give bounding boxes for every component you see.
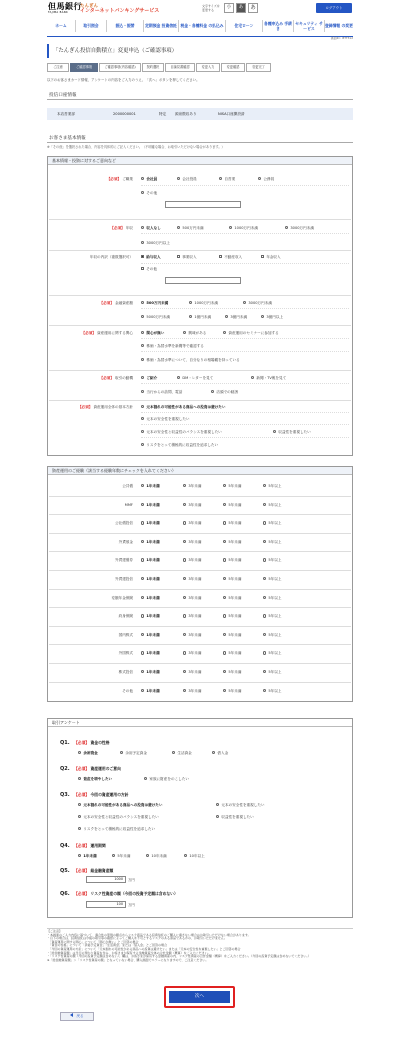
nav-housing-loan[interactable]: 住宅ローン <box>234 23 254 29</box>
q6-risk-assets-input[interactable]: 100 <box>86 901 126 908</box>
step-prospectus: 目論見書確認 <box>165 63 195 72</box>
income-option-under-500[interactable]: 500万円未満 <box>177 226 204 230</box>
income-row <box>49 223 351 251</box>
experience-option[interactable]: 5年未満 <box>223 670 241 674</box>
experience-option[interactable]: 3年未満 <box>183 503 201 507</box>
q6-number: Q6. <box>60 891 70 897</box>
q1-title: 【必須】 資金の性格 <box>74 740 110 745</box>
interest-option-interested[interactable]: 興味がある <box>183 331 206 335</box>
customer-section-note: ※「その他」を選択された場合、内容を具体的にご記入ください。（不明確な場合、お取引いただけない場合があります。） <box>47 145 225 149</box>
font-size-large-button[interactable]: あ <box>248 3 258 13</box>
experience-row <box>49 552 351 571</box>
q2-option-grow[interactable]: 資産を増やしたい <box>78 777 112 781</box>
row-divider <box>141 233 349 234</box>
step-confirmation-current: ご確認事項 <box>70 63 98 72</box>
income-breakdown-other[interactable]: その他 <box>141 267 157 271</box>
next-button[interactable]: 次へ <box>169 991 230 1003</box>
row-divider <box>141 308 349 309</box>
q3-option-balance[interactable]: 元本の安全性と収益性のバランスを重視したい <box>78 815 159 819</box>
assets-option-under-3oku[interactable]: 3億円未満 <box>225 315 247 319</box>
step-contract-select: 契約選択 <box>142 63 164 72</box>
assets-option-over-3oku[interactable]: 3億円以上 <box>261 315 283 319</box>
experience-item-label: 終身保険 <box>118 614 133 619</box>
experience-option[interactable]: 3年未満 <box>183 521 201 525</box>
row-divider <box>141 351 349 352</box>
experience-option[interactable]: 5年以上 <box>263 558 281 562</box>
experience-option[interactable]: 3年未満 <box>183 614 201 618</box>
survey-box-title: 取引アンケート <box>48 719 352 727</box>
nav-registration[interactable]: 登録情報 の変更 <box>325 23 353 29</box>
experience-item-label: 外貨建債券 <box>115 558 133 563</box>
motive-option-media[interactable]: 新聞・TV報を見て <box>251 376 286 380</box>
experience-item-label: MMF <box>124 502 133 507</box>
experience-option[interactable]: 5年未満 <box>223 503 241 507</box>
interest-option-seminar[interactable]: 資産運用のセミナーに参加する <box>223 331 279 335</box>
experience-item-label: 公社債投信 <box>115 521 133 526</box>
q3-option-safety[interactable]: 元本の安全性を重視したい <box>216 803 265 807</box>
step-change-confirm: 変更確認 <box>221 63 245 72</box>
q5-unit: 万円 <box>128 878 135 882</box>
interest-option-none[interactable]: 関心が無い <box>141 331 164 335</box>
bank-name-roman: TAJIMA BANK <box>48 11 69 14</box>
branch-name: 本店営業部 <box>57 112 75 116</box>
caution-title: 【ご注意】 <box>47 929 63 933</box>
step-confirmation-content: ご確認事項(内容確認) <box>99 63 141 72</box>
experience-option[interactable]: 5年以上 <box>263 689 281 693</box>
q2-option-inherit[interactable]: 家族に財産をのこしたい <box>144 777 189 781</box>
experience-option[interactable]: 1年未満 <box>141 633 160 637</box>
experience-option[interactable]: 1年未満 <box>141 651 160 655</box>
experience-box-title: 資産運用のご経験（該当する経験年数にチェックを入れてください） <box>48 467 352 475</box>
interest-label: 【必須】 資産運用に関する関心 <box>81 331 133 335</box>
motive-row <box>49 373 351 401</box>
experience-item-label: 公共債 <box>122 484 133 488</box>
experience-option[interactable]: 5年未満 <box>223 633 241 637</box>
income-breakdown-salary[interactable]: 給与収入 <box>141 255 161 259</box>
service-brand-line2: インターネットバンキングサービス <box>80 8 160 14</box>
experience-option[interactable]: 5年未満 <box>223 596 241 600</box>
experience-option[interactable]: 5年以上 <box>263 484 281 488</box>
occupation-option-employee[interactable]: 会社員 <box>141 177 157 181</box>
experience-option[interactable]: 5年以上 <box>263 596 281 600</box>
income-option-under-3000[interactable]: 3000万円未満 <box>285 226 314 230</box>
occupation-label: 【必須】 ご職業 <box>106 177 133 181</box>
motive-option-in-branch[interactable]: 店頭での勧誘 <box>211 390 238 394</box>
policy-option-aggressive[interactable]: リスクをとって積極的に収益性を追求したい <box>141 443 218 447</box>
experience-option[interactable]: 3年未満 <box>183 484 201 488</box>
experience-option[interactable]: 1年未満 <box>141 596 160 600</box>
experience-option[interactable]: 5年未満 <box>223 614 241 618</box>
q6-unit: 万円 <box>128 903 135 907</box>
global-header <box>0 0 400 18</box>
assets-option-under-3000[interactable]: 3000万円未満 <box>243 301 272 305</box>
occupation-row <box>49 176 351 220</box>
experience-option[interactable]: 5年未満 <box>223 577 241 581</box>
caution-line: ※「総金融資産額」＞「リスク性資産の額」となっていない場合、購入画面でエラーになりますので、ご注意ください。 <box>47 957 209 962</box>
experience-option[interactable]: 5年未満 <box>223 651 241 655</box>
policy-option-return[interactable]: 収益性を重視したい <box>273 430 311 434</box>
caution-line: ・「リスク性資産の額（今回の投資予定額は含めない）」欄は、お客さまが保有する金融資産の内、リスク性資産の合計金額（概算）をご入力ください。（今回の投資予定額は含めないでください。） <box>47 954 311 959</box>
account-type: 特定 <box>159 112 167 116</box>
interest-option-own-view[interactable]: 株価・為替水準について、自分なりの相場観を持っている <box>141 358 240 362</box>
experience-option[interactable]: 3年未満 <box>183 596 201 600</box>
q4-option-under-5y[interactable]: 5年未満 <box>112 854 130 858</box>
experience-option[interactable]: 3年未満 <box>183 689 201 693</box>
experience-option[interactable]: 5年以上 <box>263 503 281 507</box>
experience-row <box>49 590 351 609</box>
experience-option[interactable]: 5年以上 <box>263 670 281 674</box>
caution-line: 「資産運用に関する関心」について「関心が無い」とご回答の場合 <box>47 939 139 944</box>
q3-number: Q3. <box>60 792 70 798</box>
experience-option[interactable]: 1年未満 <box>141 614 160 618</box>
experience-option[interactable]: 5年以上 <box>263 577 281 581</box>
occupation-option-other[interactable]: その他 <box>141 191 157 195</box>
q1-option-surplus[interactable]: 余裕資金 <box>78 751 98 755</box>
experience-option[interactable]: 5年以上 <box>263 521 281 525</box>
occupation-other-input[interactable] <box>165 201 241 208</box>
income-breakdown-pension[interactable]: 年金収入 <box>261 255 281 259</box>
experience-row <box>49 515 351 534</box>
q4-title: 【必須】 運用期間 <box>74 843 106 848</box>
row-divider <box>141 437 349 438</box>
nav-deposits-funds[interactable]: 定期預金 投資信託 <box>145 23 177 29</box>
experience-option[interactable]: 1年未満 <box>141 521 160 525</box>
step-indicator <box>47 63 277 72</box>
caution-line: 「資金の性格」について「余裕予定資金」「生活資金」または「借入金」とご回答の場合 <box>47 943 167 948</box>
experience-item-label: 外貨建投信 <box>115 577 133 581</box>
nav-transfer[interactable]: 振込・振替 <box>115 23 135 29</box>
investment-policy-label: 【必須】 資産運用全体の基本方針 <box>77 405 133 409</box>
q4-number: Q4. <box>60 843 70 849</box>
occupation-option-executive[interactable]: 会社役員 <box>177 177 197 181</box>
q1-option-living[interactable]: 生活資金 <box>172 751 192 755</box>
experience-row <box>49 664 351 683</box>
nav-home[interactable]: ホーム <box>55 23 67 29</box>
experience-item-label: 外国株式 <box>118 651 133 656</box>
caution-line: 「今回の資産運用の方針」について「元本割れの可能性がある商品への投資は避けたい」または「元本の安全性を重視したい」とご回答の場合 <box>47 946 241 951</box>
experience-row <box>49 497 351 516</box>
experience-option[interactable]: 5年以上 <box>263 651 281 655</box>
caution-line: ・本画面のご入力内容に基づいて、適合性の原則の観点からリスク商品である投資信託のご購入に適さない場合はお取引いただけない場合があります。 <box>47 932 251 937</box>
font-size-small-button[interactable]: 小 <box>224 3 234 13</box>
experience-option[interactable]: 3年未満 <box>183 670 201 674</box>
caution-line: ・「総金融資産額」は当行の預かり資産を含み、お客さまが保有する金融資産全体の合計金額（概算）をご入力ください。 <box>47 950 211 955</box>
experience-option[interactable]: 1年未満 <box>141 484 160 488</box>
service-brand <box>80 4 160 15</box>
row-divider <box>141 263 349 264</box>
experience-item-label: 変額年金保険 <box>111 595 133 600</box>
q3-title: 【必須】 今回の資産運用の方針 <box>74 792 129 797</box>
experience-option[interactable]: 1年未満 <box>141 670 160 674</box>
account-info-row <box>47 108 353 120</box>
experience-option[interactable]: 3年未満 <box>183 558 201 562</box>
font-size-medium-button[interactable]: あ <box>236 3 246 13</box>
experience-option[interactable]: 5年未満 <box>223 689 241 693</box>
account-section-title: 投信口座情報 <box>47 93 353 100</box>
row-divider <box>141 338 349 339</box>
caution-notes <box>47 928 353 962</box>
q4-option-under-10y[interactable]: 10年未満 <box>146 854 167 858</box>
experience-option[interactable]: 1年未満 <box>141 540 160 544</box>
nav-security[interactable]: セキュリティ サービス <box>295 21 323 31</box>
caution-line: ・以下の場合は、投資信託は今後の取引等の確認によってご購入を不可とするリスクのある商品であるかの、お取引いただけません。 <box>47 936 228 941</box>
service-brand-line1: たんぎん <box>80 4 98 9</box>
income-label: 【必須】 年収 <box>110 226 133 230</box>
q3-option-return[interactable]: 収益性を重視したい <box>216 815 254 819</box>
back-button[interactable]: 戻る <box>60 1012 94 1021</box>
screen-id: 画面ID：BTT312 <box>331 36 353 40</box>
experience-box <box>47 466 353 702</box>
assets-option-under-1000[interactable]: 1000万円未満 <box>189 301 218 305</box>
experience-item-label: 国内株式 <box>118 632 133 637</box>
account-number: 2000000001 <box>113 112 136 116</box>
income-option-under-1000[interactable]: 1000万円未満 <box>229 226 258 230</box>
font-size-switcher <box>202 3 264 15</box>
nav-applications[interactable]: 各種申込み 手続き <box>264 21 292 31</box>
experience-item-label: 株式投信 <box>118 670 133 674</box>
motive-label: 【必須】 取引の動機 <box>99 376 133 380</box>
customer-info-box-title: 基本情報・投資に対するご意向など <box>48 157 352 165</box>
step-change-complete: 変更完了 <box>246 63 271 72</box>
experience-row <box>49 645 351 664</box>
income-breakdown-business[interactable]: 事業収入 <box>177 255 197 259</box>
experience-option[interactable]: 5年未満 <box>223 558 241 562</box>
experience-option[interactable]: 1年未満 <box>141 558 160 562</box>
experience-option[interactable]: 3年未満 <box>183 651 201 655</box>
interest-row <box>49 329 351 371</box>
withholding-status: 源泉徴収あり <box>175 112 197 116</box>
experience-option[interactable]: 1年未満 <box>141 503 160 507</box>
bank-name-kanji: 但馬銀行 <box>48 2 82 11</box>
income-breakdown-other-input[interactable] <box>165 277 241 284</box>
q6-title: 【必須】 リスク性資産の額（今回の投資予定額は含めない） <box>74 891 178 896</box>
occupation-option-public-servant[interactable]: 公務員 <box>258 177 274 181</box>
row-divider <box>141 424 349 425</box>
experience-row <box>49 683 351 702</box>
intro-text: 以下のお客さまカード情報、アンケートの内容をご入力のうえ、「次へ」ボタンを押してください。 <box>47 78 200 82</box>
financial-assets-label: 【必須】 金融資産額 <box>99 301 133 305</box>
motive-option-visit-call[interactable]: 当行からの訪問、電話 <box>141 390 182 394</box>
assets-option-under-500[interactable]: 500万円未満 <box>141 301 168 305</box>
q1-option-planned-surplus[interactable]: 余裕予定資金 <box>120 751 147 755</box>
experience-option[interactable]: 3年未満 <box>183 633 201 637</box>
customer-info-box <box>47 156 353 456</box>
experience-row <box>49 478 351 497</box>
experience-item-label: 外貨預金 <box>118 539 133 544</box>
motive-option-referral[interactable]: ご紹介 <box>141 376 157 380</box>
experience-option[interactable]: 5年以上 <box>263 540 281 544</box>
q2-number: Q2. <box>60 766 70 772</box>
assets-option-under-5000[interactable]: 5000万円未満 <box>141 315 170 319</box>
q5-number: Q5. <box>60 868 70 874</box>
q4-option-over-10y[interactable]: 10年以上 <box>184 854 205 858</box>
q5-total-assets-input[interactable]: 1000 <box>86 876 126 883</box>
experience-item-label: その他 <box>122 688 133 693</box>
income-breakdown-real-estate[interactable]: 不動産収入 <box>219 255 242 259</box>
nisa-status: NISA口座開設済 <box>218 112 245 116</box>
experience-option[interactable]: 1年未満 <box>141 577 160 581</box>
back-arrow-icon <box>70 1013 73 1017</box>
experience-row <box>49 608 351 627</box>
motive-option-dm[interactable]: DM・レターを見て <box>177 376 213 380</box>
nav-inquiry[interactable]: 取引照会 <box>83 23 99 29</box>
policy-option-avoid-loss[interactable]: 元本割れの可能性がある商品への投資は避けたい <box>141 405 225 409</box>
experience-row <box>49 627 351 646</box>
income-option-over-3000[interactable]: 3000万円以上 <box>141 241 170 245</box>
experience-option[interactable]: 3年未満 <box>183 540 201 544</box>
logout-button[interactable]: ログアウト <box>316 3 352 13</box>
assets-option-under-1oku[interactable]: 1億円未満 <box>189 315 211 319</box>
next-button-highlight <box>164 986 235 1008</box>
policy-option-safety[interactable]: 元本の安全性を重視したい <box>141 417 190 421</box>
q3-option-aggressive[interactable]: リスクをとって積極的に収益性を追求したい <box>78 827 155 831</box>
row-divider <box>141 383 349 384</box>
experience-option[interactable]: 5年未満 <box>223 521 241 525</box>
income-breakdown-label: 年収の内訳（複数選択可） <box>89 255 133 259</box>
income-option-none[interactable]: 収入なし <box>141 226 161 230</box>
occupation-option-self-employed[interactable]: 自営業 <box>219 177 235 181</box>
page-title: 「たんぎん投信自動積立」変更申込（ご確認事項） <box>47 44 353 58</box>
investment-policy-row <box>49 403 351 455</box>
nav-tax-payments[interactable]: 税金・各種料金 の払込み <box>180 23 224 29</box>
income-breakdown-row <box>49 253 351 296</box>
q3-option-avoid-loss[interactable]: 元本割れの可能性がある商品への投資は避けたい <box>78 803 162 807</box>
q1-option-borrowed[interactable]: 借入金 <box>212 751 228 755</box>
row-divider <box>141 412 349 413</box>
policy-option-balance[interactable]: 元本の安全性と収益性のバランスを重視したい <box>141 430 222 434</box>
q4-option-under-1y[interactable]: 1年未満 <box>78 854 97 858</box>
font-size-label: 文字サイズを変更する <box>202 4 220 12</box>
customer-section-title: お客さま基本情報 <box>47 136 353 143</box>
experience-option[interactable]: 1年未満 <box>141 689 160 693</box>
experience-option[interactable]: 5年以上 <box>263 633 281 637</box>
q2-title: 【必須】 資産運用のご意向 <box>74 766 121 771</box>
row-divider <box>141 185 349 186</box>
experience-option[interactable]: 5年未満 <box>223 484 241 488</box>
step-notice: ご注意 <box>47 63 69 72</box>
q1-number: Q1. <box>60 740 70 746</box>
global-nav <box>47 17 353 37</box>
financial-assets-row <box>49 298 351 326</box>
step-change-input: 変更入力 <box>196 63 220 72</box>
experience-row <box>49 534 351 553</box>
interest-option-check-news[interactable]: 株価・為替水準を新聞等で確認する <box>141 344 204 348</box>
experience-option[interactable]: 5年以上 <box>263 614 281 618</box>
experience-option[interactable]: 5年未満 <box>223 540 241 544</box>
experience-option[interactable]: 3年未満 <box>183 577 201 581</box>
experience-row <box>49 571 351 590</box>
q5-title: 【必須】 総金融資産額 <box>74 868 114 873</box>
